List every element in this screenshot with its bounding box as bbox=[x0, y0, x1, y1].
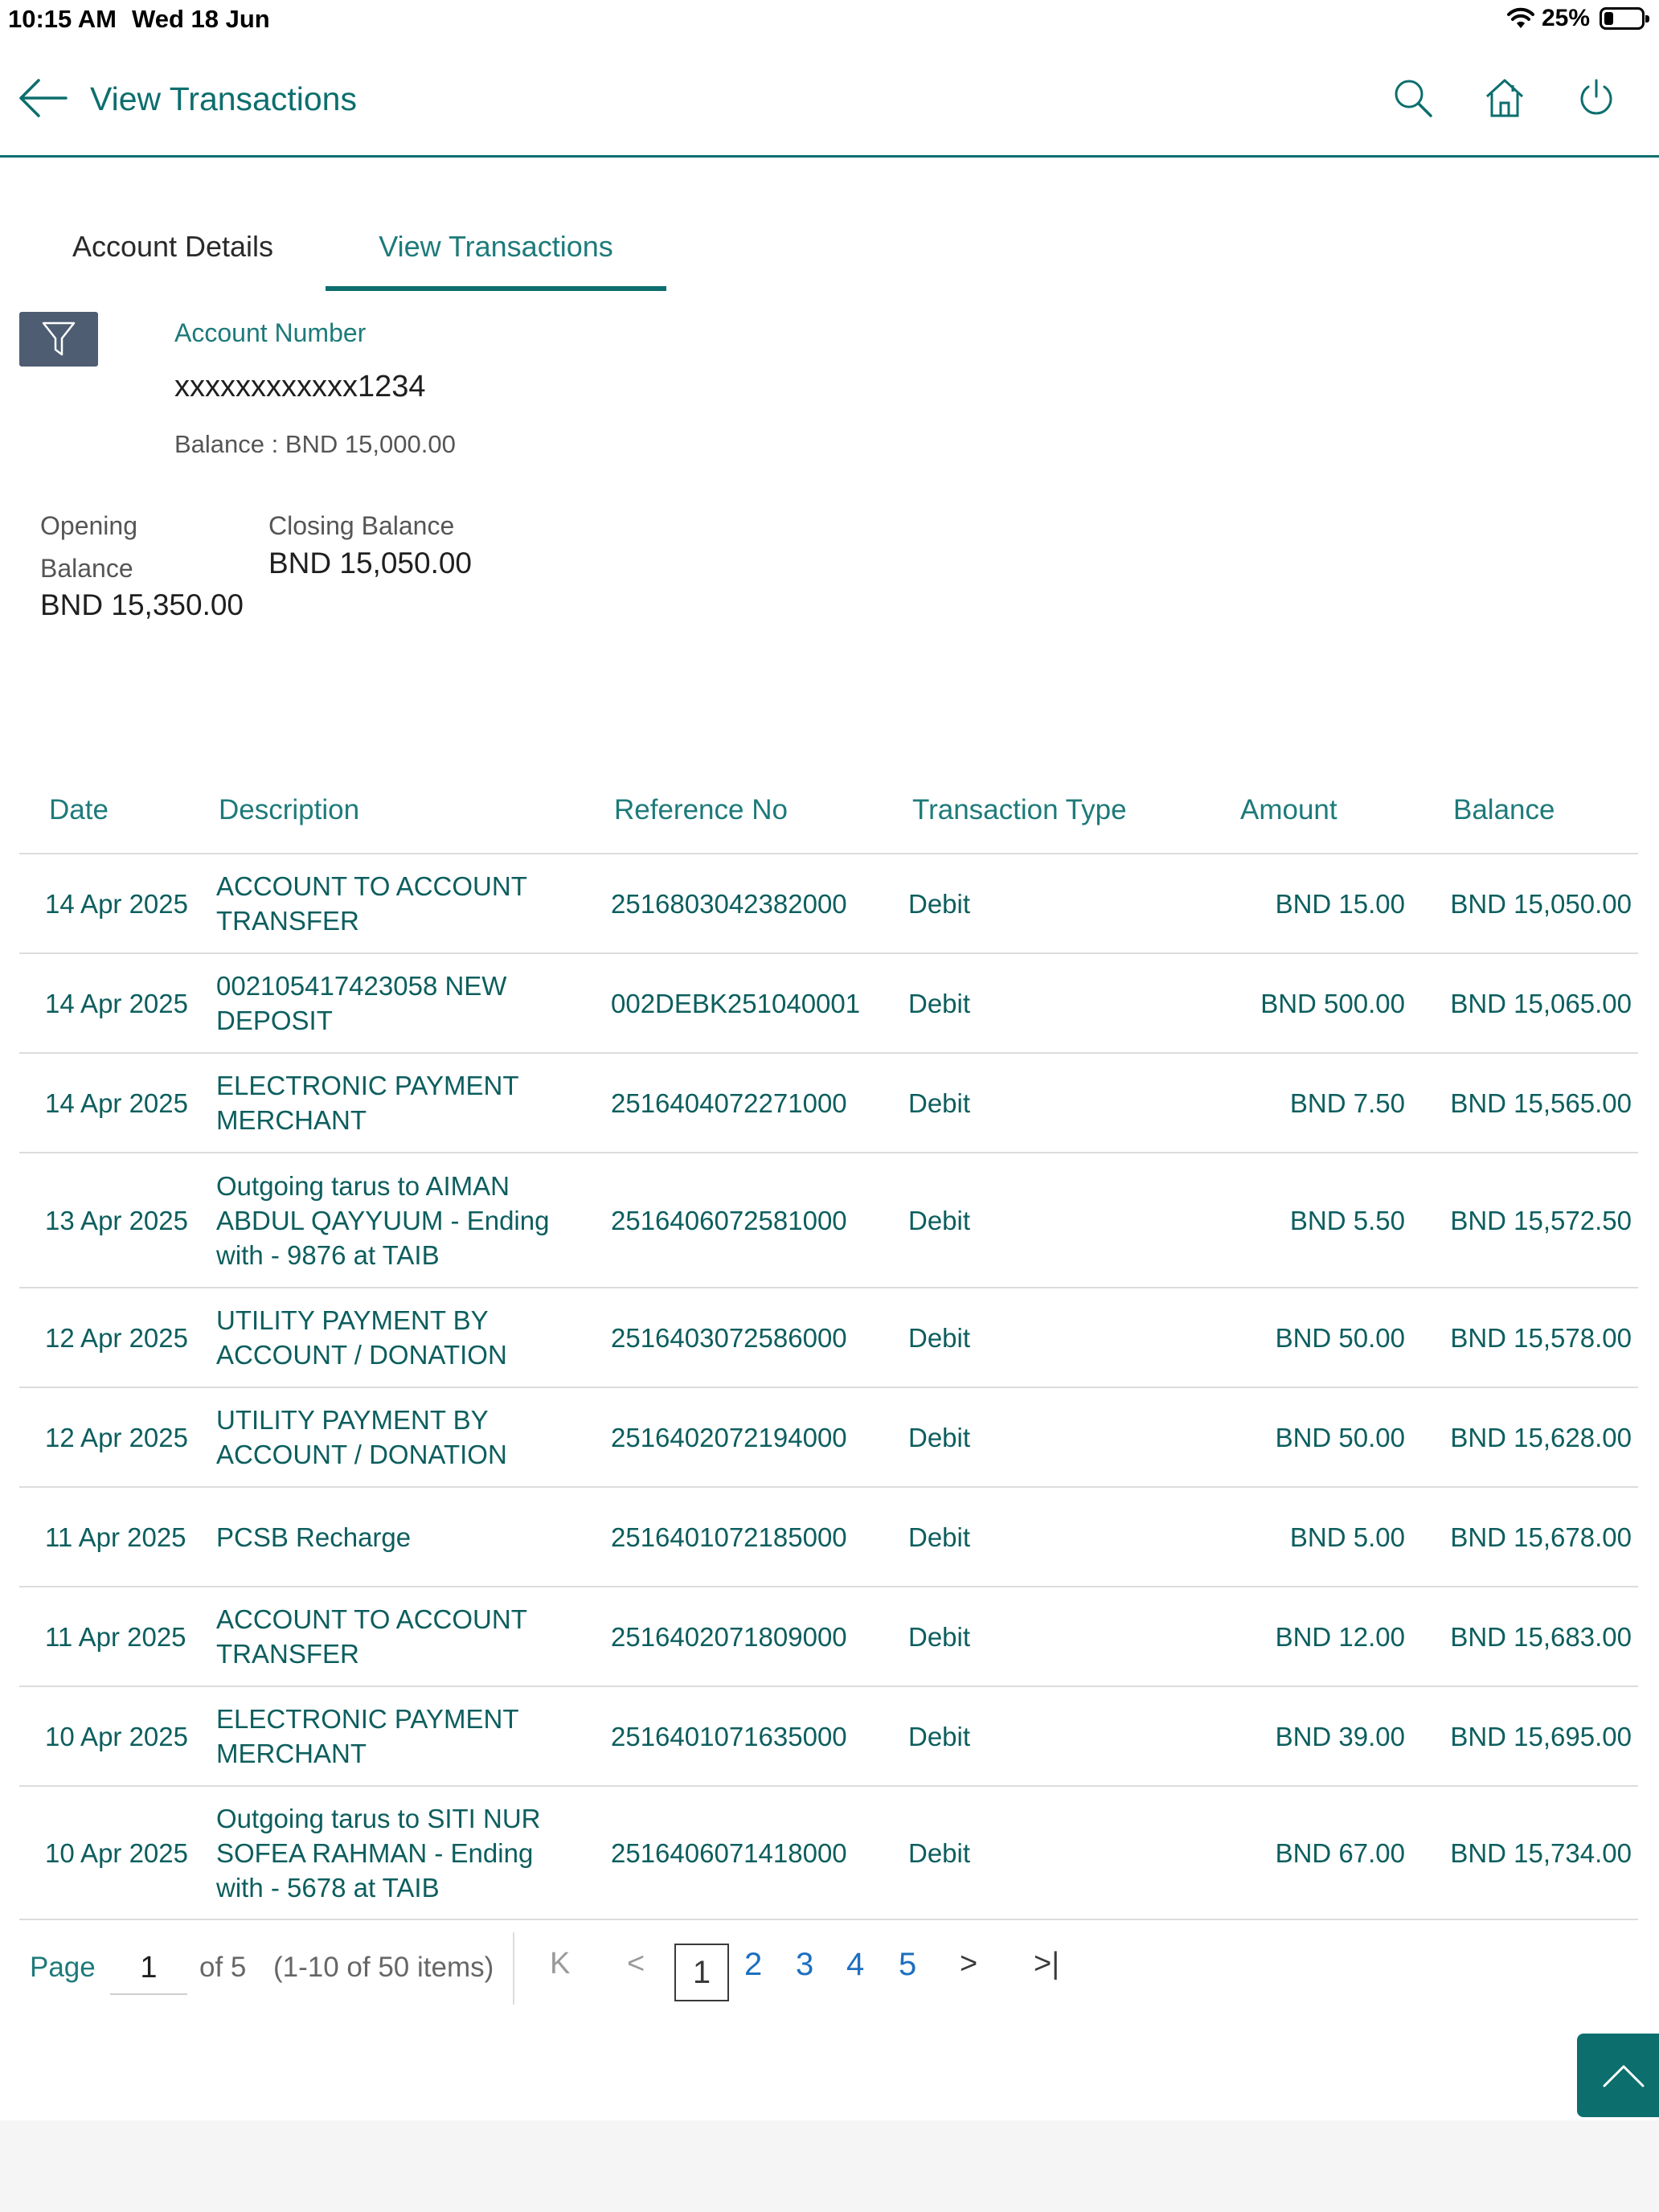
column-header-date: Date bbox=[49, 794, 109, 825]
row-reference: 2516803042382000 bbox=[611, 888, 847, 919]
page-button-2[interactable]: 2 bbox=[744, 1947, 763, 1982]
row-reference: 2516403072586000 bbox=[611, 1322, 847, 1353]
wifi-icon bbox=[1506, 7, 1535, 30]
row-reference: 2516402071809000 bbox=[611, 1621, 847, 1652]
row-description: Outgoing tarus to SITI NUR SOFEA RAHMAN - Ending with - 5678 at TAIB bbox=[216, 1803, 541, 1903]
page-label: Page bbox=[30, 1952, 96, 1983]
row-type: Debit bbox=[908, 1621, 971, 1652]
row-reference: 2516401071635000 bbox=[611, 1721, 847, 1751]
row-amount: BND 12.00 bbox=[1275, 1621, 1405, 1652]
table-header bbox=[19, 772, 1638, 854]
home-icon bbox=[1482, 76, 1527, 121]
back-button[interactable] bbox=[16, 76, 69, 120]
row-description: ACCOUNT TO ACCOUNT TRANSFER bbox=[216, 871, 527, 936]
account-balance: Balance : BND 15,000.00 bbox=[174, 430, 456, 458]
search-icon bbox=[1391, 76, 1436, 121]
row-reference: 2516402072194000 bbox=[611, 1422, 847, 1452]
row-type: Debit bbox=[908, 1837, 971, 1868]
chevron-up-icon bbox=[1601, 2062, 1646, 2089]
row-description: PCSB Recharge bbox=[216, 1522, 412, 1552]
status-time: 10:15 AM bbox=[8, 5, 117, 33]
row-date: 14 Apr 2025 bbox=[45, 888, 188, 919]
footer-band bbox=[0, 2120, 1659, 2212]
row-reference: 2516406071418000 bbox=[611, 1837, 847, 1868]
first-page-button[interactable]: K bbox=[550, 1947, 571, 1981]
row-description: ELECTRONIC PAYMENT MERCHANT bbox=[216, 1704, 518, 1768]
row-description: 002105417423058 NEW DEPOSIT bbox=[216, 971, 507, 1035]
search-button[interactable] bbox=[1391, 76, 1436, 121]
next-page-button[interactable]: > bbox=[960, 1947, 978, 1981]
opening-balance-label: Opening Balance bbox=[40, 511, 137, 583]
row-type: Debit bbox=[908, 988, 971, 1018]
back-arrow-icon bbox=[16, 76, 69, 120]
row-amount: BND 50.00 bbox=[1275, 1322, 1405, 1353]
row-description: ACCOUNT TO ACCOUNT TRANSFER bbox=[216, 1604, 527, 1669]
page-button-3[interactable]: 3 bbox=[796, 1947, 814, 1982]
table-row[interactable] bbox=[19, 1388, 1638, 1488]
row-amount: BND 15.00 bbox=[1275, 888, 1405, 919]
row-type: Debit bbox=[908, 1205, 971, 1235]
row-balance: BND 15,678.00 bbox=[1450, 1522, 1632, 1552]
table-row[interactable] bbox=[19, 954, 1638, 1054]
row-balance: BND 15,065.00 bbox=[1450, 988, 1632, 1018]
row-amount: BND 50.00 bbox=[1275, 1422, 1405, 1452]
power-icon bbox=[1574, 76, 1619, 121]
page-button-4[interactable]: 4 bbox=[846, 1947, 865, 1982]
battery-percent: 25% bbox=[1541, 5, 1590, 31]
battery-icon bbox=[1600, 7, 1645, 30]
row-amount: BND 5.50 bbox=[1289, 1205, 1405, 1235]
row-balance: BND 15,683.00 bbox=[1450, 1621, 1632, 1652]
row-type: Debit bbox=[908, 1088, 971, 1118]
row-reference: 2516404072271000 bbox=[611, 1088, 847, 1118]
closing-balance-label: Closing Balance bbox=[268, 511, 455, 540]
table-row[interactable] bbox=[19, 1054, 1638, 1153]
column-header-amount: Amount bbox=[1240, 794, 1337, 825]
scroll-to-top-button[interactable] bbox=[1577, 2034, 1659, 2117]
row-balance: BND 15,628.00 bbox=[1450, 1422, 1632, 1452]
opening-balance-value: BND 15,350.00 bbox=[40, 588, 244, 621]
row-type: Debit bbox=[908, 1422, 971, 1452]
page-button-5[interactable]: 5 bbox=[899, 1947, 917, 1982]
table-row[interactable] bbox=[19, 1488, 1638, 1587]
pagination-divider bbox=[513, 1932, 514, 2005]
status-bar bbox=[0, 0, 1659, 40]
row-amount: BND 67.00 bbox=[1275, 1837, 1405, 1868]
column-header-balance: Balance bbox=[1453, 794, 1555, 825]
row-amount: BND 7.50 bbox=[1289, 1088, 1405, 1118]
row-balance: BND 15,695.00 bbox=[1450, 1721, 1632, 1751]
row-amount: BND 39.00 bbox=[1275, 1721, 1405, 1751]
row-date: 13 Apr 2025 bbox=[45, 1205, 188, 1235]
table-row[interactable] bbox=[19, 1288, 1638, 1388]
row-type: Debit bbox=[908, 1721, 971, 1751]
filter-icon bbox=[41, 321, 76, 358]
page-number-input[interactable] bbox=[110, 1942, 187, 1995]
tab-bar bbox=[0, 217, 1659, 291]
row-reference: 002DEBK251040001 bbox=[611, 988, 861, 1018]
row-type: Debit bbox=[908, 888, 971, 919]
row-description: Outgoing tarus to AIMAN ABDUL QAYYUUM - Ending with - 9876 at TAIB bbox=[216, 1170, 550, 1270]
tab-account-details[interactable]: Account Details bbox=[72, 230, 274, 263]
account-number: xxxxxxxxxxxx1234 bbox=[174, 370, 426, 403]
tab-view-transactions[interactable]: View Transactions bbox=[326, 230, 666, 291]
account-number-label: Account Number bbox=[174, 318, 367, 347]
row-date: 14 Apr 2025 bbox=[45, 988, 188, 1018]
page-total: of 5 bbox=[199, 1952, 247, 1983]
filter-button[interactable] bbox=[19, 312, 98, 367]
row-amount: BND 5.00 bbox=[1289, 1522, 1405, 1552]
page-items-count: (1-10 of 50 items) bbox=[273, 1952, 494, 1983]
status-indicators bbox=[1506, 5, 1645, 32]
closing-balance-value: BND 15,050.00 bbox=[268, 547, 473, 580]
row-date: 10 Apr 2025 bbox=[45, 1837, 188, 1868]
row-balance: BND 15,565.00 bbox=[1450, 1088, 1632, 1118]
status-date: Wed 18 Jun bbox=[132, 5, 270, 33]
row-date: 12 Apr 2025 bbox=[45, 1322, 188, 1353]
row-type: Debit bbox=[908, 1522, 971, 1552]
page-title: View Transactions bbox=[90, 80, 357, 117]
row-balance: BND 15,734.00 bbox=[1450, 1837, 1632, 1868]
column-header-reference: Reference No bbox=[614, 794, 788, 825]
row-date: 12 Apr 2025 bbox=[45, 1422, 188, 1452]
row-balance: BND 15,578.00 bbox=[1450, 1322, 1632, 1353]
row-reference: 2516401072185000 bbox=[611, 1522, 847, 1552]
row-date: 10 Apr 2025 bbox=[45, 1721, 188, 1751]
row-description: UTILITY PAYMENT BY ACCOUNT / DONATION bbox=[216, 1405, 507, 1469]
table-row[interactable] bbox=[19, 1787, 1638, 1920]
column-header-type: Transaction Type bbox=[912, 794, 1127, 825]
row-balance: BND 15,050.00 bbox=[1450, 888, 1632, 919]
pagination bbox=[0, 1918, 1659, 2022]
row-date: 14 Apr 2025 bbox=[45, 1088, 188, 1118]
table-row[interactable] bbox=[19, 854, 1638, 954]
column-header-description: Description bbox=[219, 794, 360, 825]
app-header bbox=[0, 56, 1659, 158]
row-type: Debit bbox=[908, 1322, 971, 1353]
table-row[interactable] bbox=[19, 1687, 1638, 1787]
row-description: UTILITY PAYMENT BY ACCOUNT / DONATION bbox=[216, 1305, 507, 1370]
home-button[interactable] bbox=[1482, 76, 1527, 121]
logout-button[interactable] bbox=[1574, 76, 1619, 121]
row-balance: BND 15,572.50 bbox=[1450, 1205, 1632, 1235]
page-button-1[interactable]: 1 bbox=[674, 1944, 729, 2001]
previous-page-button[interactable]: < bbox=[627, 1947, 645, 1981]
transactions-table bbox=[19, 772, 1638, 1920]
table-row[interactable] bbox=[19, 1153, 1638, 1288]
row-date: 11 Apr 2025 bbox=[45, 1621, 186, 1652]
row-reference: 2516406072581000 bbox=[611, 1205, 847, 1235]
table-row[interactable] bbox=[19, 1587, 1638, 1687]
row-date: 11 Apr 2025 bbox=[45, 1522, 186, 1552]
row-description: ELECTRONIC PAYMENT MERCHANT bbox=[216, 1071, 518, 1135]
last-page-button[interactable]: >| bbox=[1034, 1947, 1060, 1981]
battery-level bbox=[1604, 12, 1613, 25]
row-amount: BND 500.00 bbox=[1260, 988, 1405, 1018]
